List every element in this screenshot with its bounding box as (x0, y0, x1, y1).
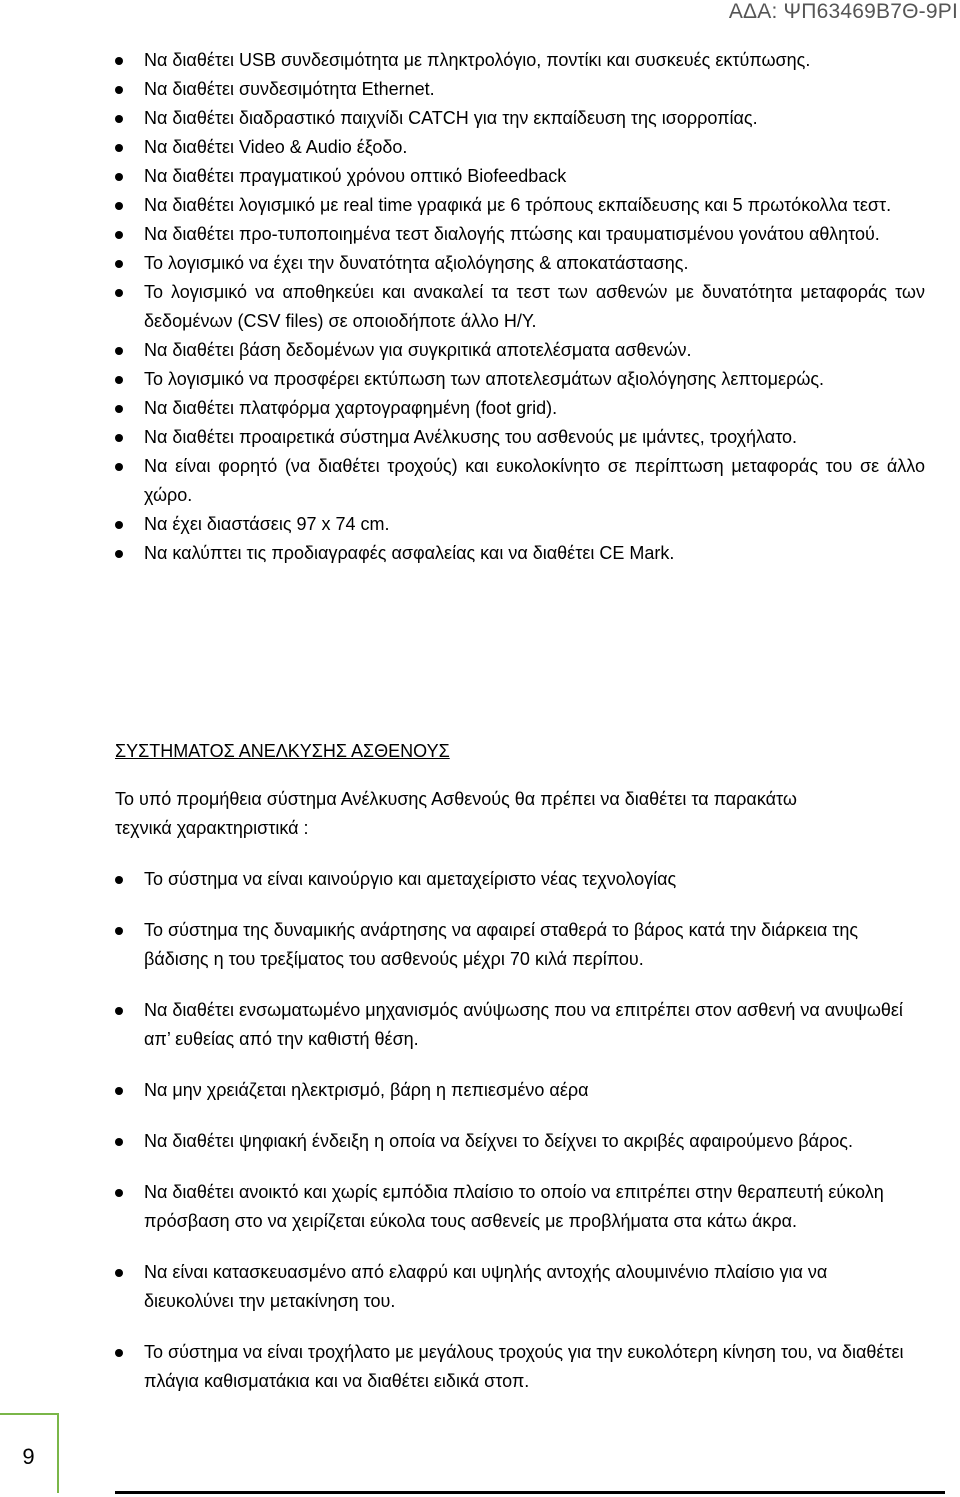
list-item: Να μην χρειάζεται ηλεκτρισμό, βάρη η πεπιεσμένο αέρα (115, 1076, 915, 1105)
list-item: Να διαθέτει συνδεσιμότητα Ethernet. (115, 75, 925, 104)
list-item: Να διαθέτει προαιρετικά σύστημα Ανέλκυσης του ασθενούς με ιμάντες, τροχήλατο. (115, 423, 925, 452)
list-item: Να διαθέτει Video & Audio έξοδο. (115, 133, 925, 162)
list-item: Να είναι φορητό (να διαθέτει τροχούς) και ευκολοκίνητο σε περίπτωση μεταφοράς του σε άλλο χώρο. (115, 452, 925, 510)
list-item: Να διαθέτει βάση δεδομένων για συγκριτικά αποτελέσματα ασθενών. (115, 336, 925, 365)
list-item: Να διαθέτει ψηφιακή ένδειξη η οποία να δείχνει το δείχνει το ακριβές αφαιρούμενο βάρος. (115, 1127, 915, 1156)
list-item: Να διαθέτει λογισμικό με real time γραφικά με 6 τρόπους εκπαίδευσης και 5 πρωτόκολλα τεστ. (115, 191, 925, 220)
list-item: Το σύστημα να είναι τροχήλατο με μεγάλους τροχούς για την ευκολότερη κίνηση του, να διαθέτει πλάγια καθισματάκια και να διαθέτει ειδικά στοπ. (115, 1338, 915, 1396)
spec-list (115, 46, 925, 568)
list-item: Το σύστημα να είναι καινούργιο και αμεταχείριστο νέας τεχνολογίας (115, 865, 915, 894)
list-item: Να διαθέτει πλατφόρμα χαρτογραφημένη (foot grid). (115, 394, 925, 423)
lift-system-spec-list (115, 865, 915, 1418)
list-item: Να καλύπτει τις προδιαγραφές ασφαλείας και να διαθέτει CE Mark. (115, 539, 925, 568)
list-item: Να διαθέτει προ-τυποποιημένα τεστ διαλογής πτώσης και τραυματισμένου γονάτου αθλητού. (115, 220, 925, 249)
document-ada-code: ΑΔΑ: ΨΠ63469Β7Θ-9ΡΙ (728, 0, 958, 23)
section-intro: Το υπό προμήθεια σύστημα Ανέλκυσης Ασθενούς θα πρέπει να διαθέτει τα παρακάτω τεχνικά χαρακτηριστικά : (115, 789, 797, 838)
list-item: Να διαθέτει ενσωματωμένο μηχανισμός ανύψωσης που να επιτρέπει στον ασθενή να ανυψωθεί απ’ ευθείας από την καθιστή θέση. (115, 996, 915, 1054)
list-item: Το λογισμικό να αποθηκεύει και ανακαλεί τα τεστ των ασθενών με δυνατότητα μεταφοράς των δεδομένων (CSV files) σε οποιοδήποτε άλλο Η/Υ. (115, 278, 925, 336)
list-item: Το λογισμικό να προσφέρει εκτύπωση των αποτελεσμάτων αξιολόγησης λεπτομερώς. (115, 365, 925, 394)
list-item: Να διαθέτει πραγματικού χρόνου οπτικό Biofeedback (115, 162, 925, 191)
page-number: 9 (22, 1444, 35, 1469)
list-item: Να διαθέτει διαδραστικό παιχνίδι CATCH για την εκπαίδευση της ισορροπίας. (115, 104, 925, 133)
list-item: Το λογισμικό να έχει την δυνατότητα αξιολόγησης & αποκατάστασης. (115, 249, 925, 278)
list-item: Να έχει διαστάσεις 97 x 74 cm. (115, 510, 925, 539)
footer-rule (115, 1491, 945, 1494)
section-heading: ΣΥΣΤΗΜΑΤΟΣ ΑΝΕΛΚΥΣΗΣ ΑΣΘΕΝΟΥΣ (115, 741, 450, 761)
list-item: Να διαθέτει USB συνδεσιμότητα με πληκτρολόγιο, ποντίκι και συσκευές εκτύπωσης. (115, 46, 925, 75)
list-item: Το σύστημα της δυναμικής ανάρτησης να αφαιρεί σταθερά το βάρος κατά την διάρκεια της βάδισης η του τρεξίματος του ασθενούς μέχρι 70 κιλά περίπου. (115, 916, 915, 974)
list-item: Να διαθέτει ανοικτό και χωρίς εμπόδια πλαίσιο το οποίο να επιτρέπει στην θεραπευτή εύκολη πρόσβαση στο να χειρίζεται εύκολα τους ασθενείς με προβλήματα στα κάτω άκρα. (115, 1178, 915, 1236)
list-item: Να είναι κατασκευασμένο από ελαφρύ και υψηλής αντοχής αλουμινένιο πλαίσιο για να διευκολύνει την μετακίνηση του. (115, 1258, 915, 1316)
